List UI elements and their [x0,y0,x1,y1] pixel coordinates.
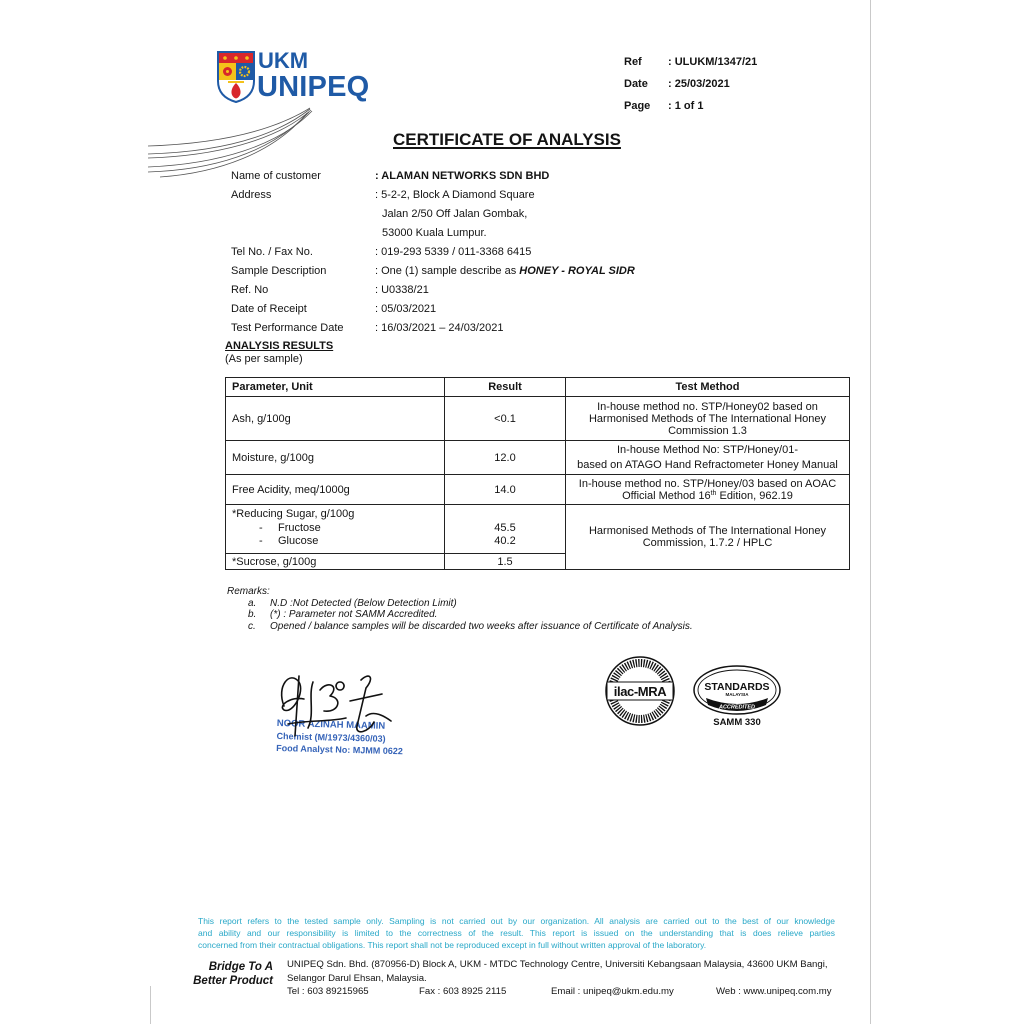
info-row-sample [231,262,635,281]
test-date-value: : 16/03/2021 – 24/03/2021 [375,322,504,334]
ilac-mra-logo-icon [604,655,676,727]
method-line [622,490,793,502]
moisture-result: 12.0 [445,441,566,475]
address-line: Jalan 2/50 Off Jalan Gombak, [382,208,528,220]
company-address-line: UNIPEQ Sdn. Bhd. (870956-D) Block A, UKM - MTDC Technology Centre, Universiti Kebangsaan Malaysia, 43600 UKM Bangi, [287,959,828,970]
sugar-subitem [232,535,318,548]
logo-text-ukm: UKM [258,48,309,73]
contact-tel: Tel : 603 89215965 [287,986,369,997]
ukm-crest-icon [216,50,256,104]
remark-text: (*) : Parameter not SAMM Accredited. [270,609,438,620]
meta-date-value: : 25/03/2021 [668,78,730,90]
column-header-parameter: Parameter, Unit [226,378,445,397]
scan-edge-right [870,0,871,1024]
meta-ref [624,55,757,77]
acidity-parameter: Free Acidity, meq/1000g [226,475,445,505]
results-table [225,377,850,570]
tel-value: : 019-293 5339 / 011-3368 6415 [375,246,532,258]
info-label: Test Performance Date [231,322,344,334]
moisture-parameter: Moisture, g/100g [226,441,445,475]
customer-info [231,167,635,338]
method-line: based on ATAGO Hand Refractometer Honey Manual [577,458,838,471]
standards-malaysia-logo-icon [692,664,782,716]
signatory-name: NOOR AZINAH MAAMIN [276,718,386,732]
samm-number: SAMM 330 [713,717,761,728]
analysis-results-heading: ANALYSIS RESULTS [225,340,334,352]
address-line: 53000 Kuala Lumpur. [382,227,487,239]
sample-value [375,262,635,281]
info-label: Sample Description [231,265,327,277]
sucrose-result: 1.5 [445,554,566,570]
document-title: CERTIFICATE OF ANALYSIS [393,130,621,149]
scan-edge-left [150,986,151,1024]
method-line: Harmonised Methods of The International Honey [588,525,827,537]
ordinal-suffix: th [710,489,717,497]
sucrose-parameter: *Sucrose, g/100g [226,554,445,570]
glucose-result: 40.2 [494,535,516,547]
method-line: Harmonised Methods of The International Honey [588,412,827,425]
info-label: Ref. No [231,284,269,296]
remarks-title: Remarks: [227,586,270,597]
info-label: Tel No. / Fax No. [231,246,313,258]
company-address [287,958,828,985]
disclaimer [198,915,835,951]
remark-item [227,609,693,621]
contact-fax: Fax : 603 8925 2115 [419,986,507,997]
receipt-date-value: : 05/03/2021 [375,303,437,315]
meta-date [624,77,757,99]
remark-text: N.D :Not Detected (Below Detection Limit) [270,597,457,609]
acidity-method [566,475,850,505]
meta-ref-value: : ULUKM/1347/21 [668,56,758,68]
info-row-test-date [231,319,635,338]
tagline [170,960,273,988]
analysis-results-subheading: (As per sample) [225,353,303,365]
remarks [227,586,693,632]
method-line: In-house method no. STP/Honey02 based on [597,400,818,413]
remark-letter: b. [248,609,257,620]
fructose-result: 45.5 [494,522,516,534]
reducing-sugar-parameter [226,505,445,554]
ash-method [566,397,850,441]
method-line-part: Official Method 16 [622,489,711,502]
ref-no-value: : U0338/21 [375,284,429,296]
moisture-method [566,441,850,475]
sugar-method [566,505,850,570]
company-address-line: Selangor Darul Ehsan, Malaysia. [287,972,427,984]
sugar-name: Fructose [278,522,321,534]
method-line: Commission 1.3 [668,424,747,437]
disclaimer-line: concerned from their contractual obligations. This report shall not be reproduced except in full without written approval of the laboratory. [198,940,707,950]
address-line: : 5-2-2, Block A Diamond Square [375,189,535,201]
sample-product: HONEY - ROYAL SIDR [519,265,635,277]
sugar-subitem [232,521,321,535]
meta-page [624,99,757,121]
standards-logo-text: STANDARDS [704,681,770,693]
info-row-ref-no [231,281,635,300]
method-line: Commission, 1.7.2 / HPLC [642,537,773,549]
info-label: Date of Receipt [231,303,307,315]
address-value [375,186,535,243]
info-row-receipt [231,300,635,319]
signatory-position: Chemist (M/1973/4360/03) [276,730,386,744]
sample-description: : One (1) sample describe as [375,265,520,277]
reducing-sugar-results [445,505,566,554]
company-contacts [287,985,847,999]
remark-letter: c. [248,620,256,632]
standards-logo-subtext: MALAYSIA [725,692,749,697]
logo-text-unipeq: UNIPEQ [257,71,370,103]
tagline-line: Better Product [193,975,273,987]
remark-text: Opened / balance samples will be discarded two weeks after issuance of Certificate of Analysis. [270,620,693,632]
customer-name-value: : ALAMAN NETWORKS SDN BHD [375,170,550,182]
signatory-analyst-no: Food Analyst No: MJMM 0622 [276,742,403,757]
info-label: Address [231,189,272,201]
info-row-address [231,186,635,243]
sugar-name: Glucose [278,535,319,547]
method-line: In-house method no. STP/Honey/03 based on AOAC [578,477,837,490]
ash-parameter: Ash, g/100g [226,397,445,441]
info-row-tel [231,243,635,262]
document-meta [624,55,757,121]
remark-item [227,598,693,610]
column-header-test-method: Test Method [566,378,850,397]
meta-ref-label: Ref [624,56,642,68]
tagline-line: Bridge To A [208,961,273,973]
contact-web: Web : www.unipeq.com.my [716,986,832,997]
signature-icon [268,664,403,759]
remark-letter: a. [248,597,257,609]
acidity-result: 14.0 [445,475,566,505]
meta-page-value: : 1 of 1 [668,100,704,112]
reducing-sugar-label: *Reducing Sugar, g/100g [232,508,355,520]
meta-page-label: Page [624,100,651,112]
contact-email: Email : unipeq@ukm.edu.my [551,986,674,997]
ilac-logo-text: ilac-MRA [613,684,667,699]
standards-logo-banner: ACCREDITED [718,704,756,711]
disclaimer-line: This report refers to the tested sample only. Sampling is not carried out by our organization. All analysis are carried out to the best of our knowledge [198,916,835,926]
sugar-dash: - [259,535,263,547]
method-line: In-house Method No: STP/Honey/01- [617,443,798,456]
remark-item [227,621,693,633]
info-row-customer [231,167,635,186]
ash-result: <0.1 [445,397,566,441]
sugar-dash: - [259,522,263,534]
info-label: Name of customer [231,170,321,182]
column-header-result: Result [445,378,566,397]
meta-date-label: Date [624,78,648,90]
method-line-part: Edition, 962.19 [716,489,793,502]
disclaimer-line: and ability and our responsibility is limited to the correctness of the result. This report is issued on the understanding that is does relieve parties [198,928,835,938]
